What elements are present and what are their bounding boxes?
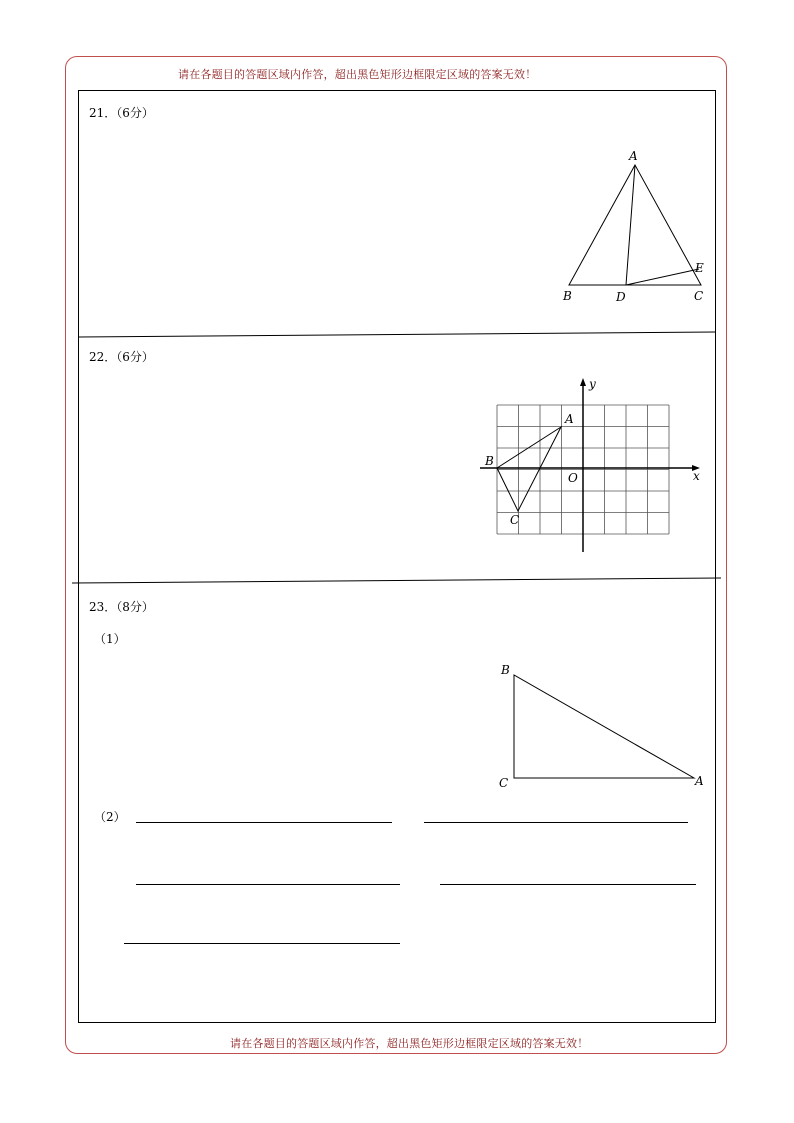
question-23-part1-label: （1） — [94, 632, 126, 646]
question-23-label: 23．（8分） — [89, 600, 154, 614]
grid-point-b-label: B — [485, 454, 494, 468]
q23-point-c-label: C — [499, 776, 509, 790]
question-21-figure — [555, 145, 715, 310]
bottom-warning-text: 请在各题目的答题区域内作答，超出黑色矩形边框限定区域的答案无效！ — [230, 1037, 589, 1050]
triangle-abc — [569, 165, 701, 285]
grid-point-c-label: C — [510, 513, 520, 527]
segment-de — [626, 269, 699, 285]
answer-line-2[interactable] — [424, 822, 688, 823]
answer-line-5[interactable] — [124, 943, 400, 944]
grid-point-a-label: A — [565, 412, 574, 426]
origin-label: O — [568, 471, 578, 485]
x-axis-label: x — [693, 469, 700, 483]
question-23-figure — [490, 655, 710, 795]
question-21-label: 21．（6分） — [89, 106, 154, 120]
point-a-label: A — [629, 149, 638, 163]
point-b-label: B — [563, 289, 572, 303]
y-axis-label: y — [589, 377, 596, 391]
y-axis-arrow — [580, 378, 586, 386]
right-triangle-abc — [514, 675, 694, 778]
answer-line-3[interactable] — [136, 884, 400, 885]
point-d-label: D — [616, 290, 626, 304]
triangle-abc-grid — [497, 427, 561, 511]
divider-21-22 — [79, 332, 715, 337]
segment-ad — [626, 165, 635, 285]
point-e-label: E — [695, 261, 704, 275]
answer-line-4[interactable] — [440, 884, 696, 885]
top-warning-text: 请在各题目的答题区域内作答，超出黑色矩形边框限定区域的答案无效！ — [178, 68, 537, 81]
q23-point-b-label: B — [501, 663, 510, 677]
question-22-grid-figure — [470, 370, 710, 560]
answer-line-1[interactable] — [136, 822, 392, 823]
point-c-label: C — [694, 289, 704, 303]
divider-22-23 — [72, 578, 721, 583]
question-22-label: 22．（6分） — [89, 350, 154, 364]
q23-point-a-label: A — [695, 774, 704, 788]
question-23-part2-label: （2） — [94, 810, 126, 824]
